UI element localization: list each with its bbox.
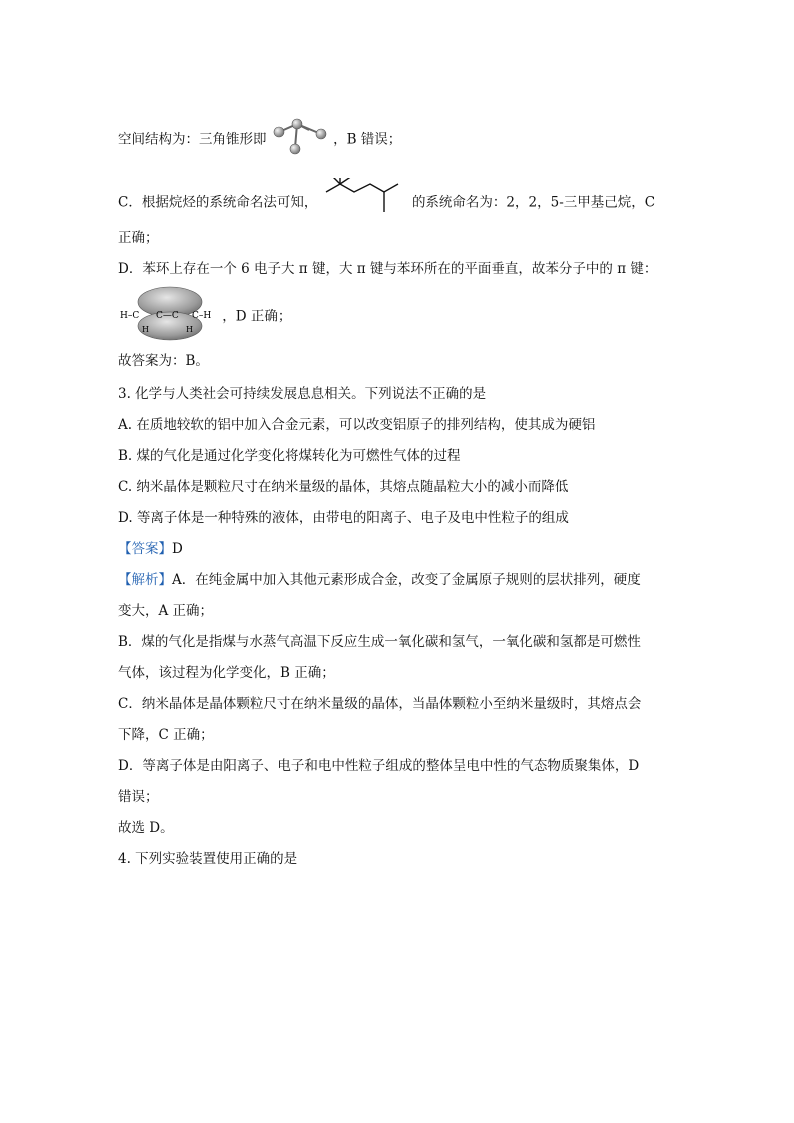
label-c-mid: C—C — [156, 311, 179, 321]
q3-analysis-line-1 — [118, 570, 641, 590]
label-h-bottom-right: H — [186, 325, 193, 334]
answer-value: D — [172, 541, 183, 557]
b-analysis-prefix: 空间结构为：三角锥形即 — [118, 131, 267, 148]
q3-analysis-line-8: 错误； — [118, 789, 159, 805]
q3-analysis-line-3: B．煤的气化是指煤与水蒸气高温下反应生成一氧化碳和氢气，一氧化碳和氢都是可燃性 — [118, 634, 641, 650]
q3-option-c: C. 纳米晶体是颗粒尺寸在纳米量级的晶体，其熔点随晶粒大小的减小而降低 — [118, 479, 569, 495]
q3-option-b: B. 煤的气化是通过化学变化将煤转化为可燃性气体的过程 — [118, 448, 461, 464]
benzene-pi-bond-figure — [118, 286, 218, 348]
q3-analysis-line-7: D．等离子体是由阳离子、电子和电中性粒子组成的整体呈电中性的气态物质聚集体，D — [118, 758, 640, 774]
q3-analysis-line-4: 气体，该过程为化学变化，B 正确； — [118, 665, 335, 681]
q3-answer-line — [118, 539, 183, 559]
c-analysis-line2: 正确； — [118, 230, 159, 246]
b-analysis-line — [118, 118, 401, 162]
b-analysis-suffix: ，B 错误； — [333, 131, 402, 148]
d-analysis-suffix: ，D 正确； — [222, 308, 292, 325]
q3-analysis-line-2: 变大，A 正确； — [118, 603, 214, 619]
d-analysis-line1: D．苯环上存在一个 6 电子大 π 键，大 π 键与苯环所在的平面垂直，故苯分子中的 π 键： — [118, 261, 658, 277]
analysis-text-1: A．在纯金属中加入其他元素形成合金，改变了金属原子规则的层状排列，硬度 — [172, 572, 641, 588]
q3-option-d: D. 等离子体是一种特殊的液体，由带电的阳离子、电子及电中性粒子的组成 — [118, 510, 569, 526]
q4-stem: 4. 下列实验装置使用正确的是 — [118, 851, 298, 867]
q3-stem: 3. 化学与人类社会可持续发展息息相关。下列说法不正确的是 — [118, 386, 487, 402]
label-h-bottom-left: H — [142, 325, 149, 334]
d-analysis-figure-line — [118, 286, 291, 348]
c-analysis-prefix: C．根据烷烃的系统命名法可知， — [118, 194, 318, 211]
q3-analysis-line-6: 下降，C 正确； — [118, 727, 214, 743]
skeletal-formula-figure — [322, 178, 408, 228]
q3-option-a: A. 在质地较软的铝中加入合金元素，可以改变铝原子的排列结构，使其成为硬铝 — [118, 417, 596, 433]
label-h-right: C–H — [192, 311, 212, 321]
label-h-left: H–C — [120, 311, 140, 321]
q3-analysis-line-9: 故选 D。 — [118, 820, 174, 836]
c-analysis-line — [118, 178, 655, 228]
analysis-tag: 【解析】 — [118, 572, 172, 588]
c-analysis-suffix: 的系统命名为：2，2，5-三甲基己烷，C — [411, 194, 656, 211]
q3-analysis-line-5: C．纳米晶体是晶体颗粒尺寸在纳米量级的晶体，当晶体颗粒小至纳米量级时，其熔点会 — [118, 696, 642, 712]
previous-answer-line: 故答案为：B。 — [118, 353, 209, 369]
trigonal-pyramid-model-figure — [271, 118, 329, 162]
answer-tag: 【答案】 — [118, 541, 172, 557]
